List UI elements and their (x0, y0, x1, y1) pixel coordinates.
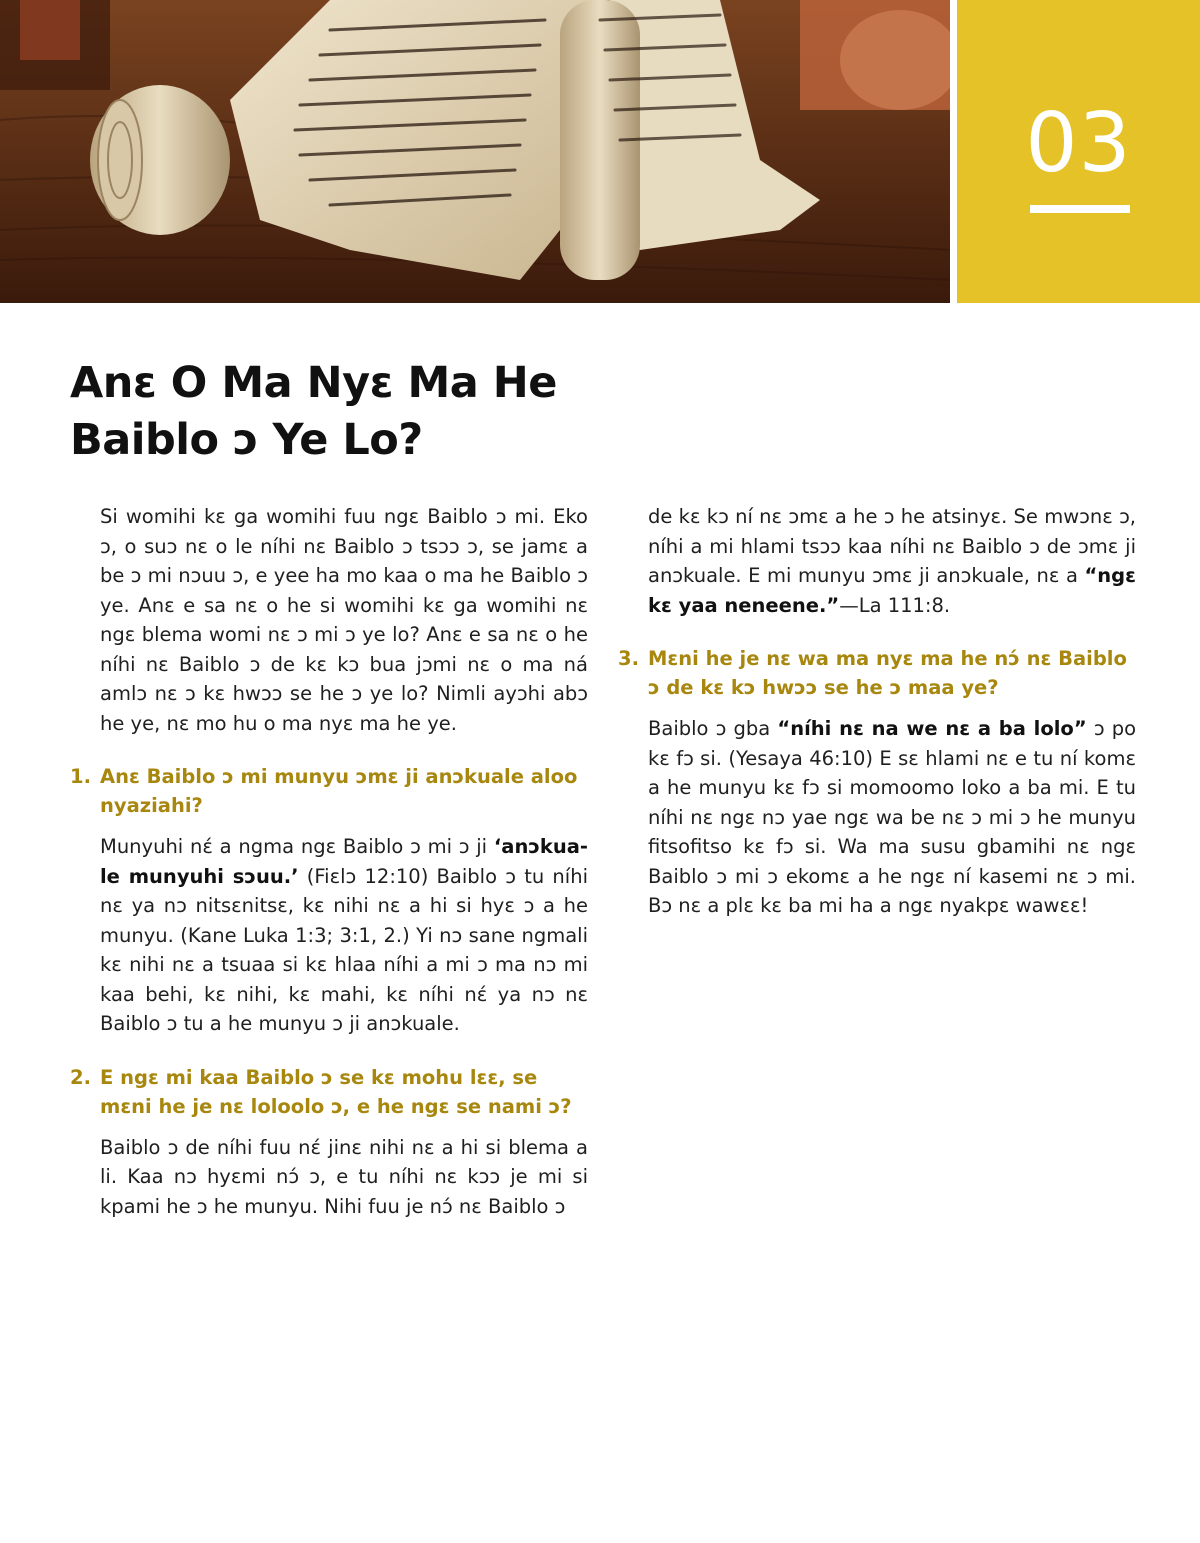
answer-quote: “ngɛ kɛ yaa neneene.” (648, 564, 1136, 617)
answer-text: (Fiɛlɔ 12:10) Baiblo ɔ tu níhi nɛ ya nɔ nitsɛnitsɛ, kɛ nihi nɛ a hi si hyɛ ɔ a he munyu. (Kane Luka 1:3; 3:1, 2.) Yi nɔ sane ngmali kɛ nihi nɛ a tsuaa si kɛ hlaa níhi a mi ɔ ma nɔ mi kaa behi, kɛ nihi, kɛ mahi, kɛ níhi nɛ́ ya nɔ nɛ Baiblo ɔ tu a he munyu ɔ ji anɔkuale. (100, 864, 588, 1035)
answer-1 (100, 832, 588, 1039)
question-1 (70, 762, 588, 820)
chapter-number: 03 (1025, 96, 1132, 191)
question-3 (618, 644, 1136, 702)
question-text: Mɛni he je nɛ wa ma nyɛ ma he nɔ́ nɛ Baiblo ɔ de kɛ kɔ hwɔɔ se he ɔ maa ye? (648, 647, 1127, 699)
answer-quote: ‘anɔkuale munyuhi sɔuu.’ (100, 835, 588, 888)
chapter-underline (1030, 205, 1130, 213)
right-column (618, 502, 1136, 921)
scrolls-illustration (0, 0, 950, 303)
page-title: Anɛ O Ma Nyɛ Ma He Baiblo ɔ Ye Lo? (70, 358, 557, 465)
answer-2 (100, 1133, 588, 1222)
question-number: 3. (618, 647, 639, 670)
left-column (70, 502, 588, 1221)
header-photo-scrolls (0, 0, 950, 303)
question-text: Anɛ Baiblo ɔ mi munyu ɔmɛ ji anɔkuale aloo nyaziahi? (100, 765, 578, 817)
question-number: 2. (70, 1065, 91, 1089)
question-2 (70, 1063, 588, 1121)
intro-paragraph: Si womihi kɛ ga womihi fuu ngɛ Baiblo ɔ mi. Eko ɔ, o suɔ nɛ o le níhi nɛ Baiblo ɔ tsɔɔ ɔ, se jamɛ a be ɔ mi nɔuu ɔ, e yee ha mo kaa o ma he Baiblo ɔ ye. Anɛ e sa nɛ o he si womihi kɛ ga womihi nɛ ngɛ blema womi nɛ ɔ mi ɔ ye lo? Anɛ e sa nɛ o he níhi nɛ Baiblo ɔ de kɛ kɔ bua jɔmi nɛ o ma ná amlɔ nɛ ɔ kɛ hwɔɔ se he ɔ ye lo? Nimli ayɔhi abɔ he ye, nɛ mo hu o ma nyɛ ma he ye. (100, 505, 588, 735)
answer-text: Baiblo ɔ de níhi fuu nɛ́ jinɛ nihi nɛ a hi si blema a li. Kaa nɔ hyɛmi nɔ́ ɔ, e tu níhi nɛ kɔɔ je mi si kpami he ɔ he munyu. Nihi fuu je nɔ́ nɛ Baiblo ɔ (100, 1135, 588, 1218)
question-text: E ngɛ mi kaa Baiblo ɔ se kɛ mohu lɛɛ, se mɛni he je nɛ loloolo ɔ, e he ngɛ se nami ɔ? (100, 1065, 572, 1118)
answer-text: de kɛ kɔ ní nɛ ɔmɛ a he ɔ he atsinyɛ. Se mwɔnɛ ɔ, níhi a mi hlami tsɔɔ kaa níhi nɛ Baiblo ɔ de ɔmɛ ji anɔkuale. E mi munyu ɔmɛ ji anɔkuale, nɛ a (648, 505, 1136, 587)
answer-text: —La 111:8. (839, 593, 951, 617)
answer-text: Baiblo ɔ gba (648, 717, 778, 740)
answer-2-continued (648, 502, 1136, 620)
answer-text: ɔ po kɛ fɔ si. (Yesaya 46:10) E sɛ hlami nɛ e tu ní komɛ a he munyu kɛ fɔ si momoomo loko a ba mi. E tu níhi nɛ ngɛ nɔ yae ngɛ wa be nɛ ɔ mi ɔ he munyu fitsofitso kɛ fɔ si. Wa ma susu gbamihi nɛ ngɛ Baiblo ɔ mi ɔ ekomɛ a he ngɛ ní kasemi nɛ ɔ mi. Bɔ nɛ a plɛ kɛ ba mi ha a ngɛ nyakpɛ wawɛɛ! (648, 717, 1137, 917)
answer-3 (648, 714, 1136, 921)
chapter-badge (957, 0, 1200, 303)
answer-quote: “níhi nɛ na we nɛ a ba lolo” (777, 717, 1087, 740)
question-number: 1. (70, 765, 91, 788)
answer-text: Munyuhi nɛ́ a ngma ngɛ Baiblo ɔ mi ɔ ji (100, 835, 494, 858)
